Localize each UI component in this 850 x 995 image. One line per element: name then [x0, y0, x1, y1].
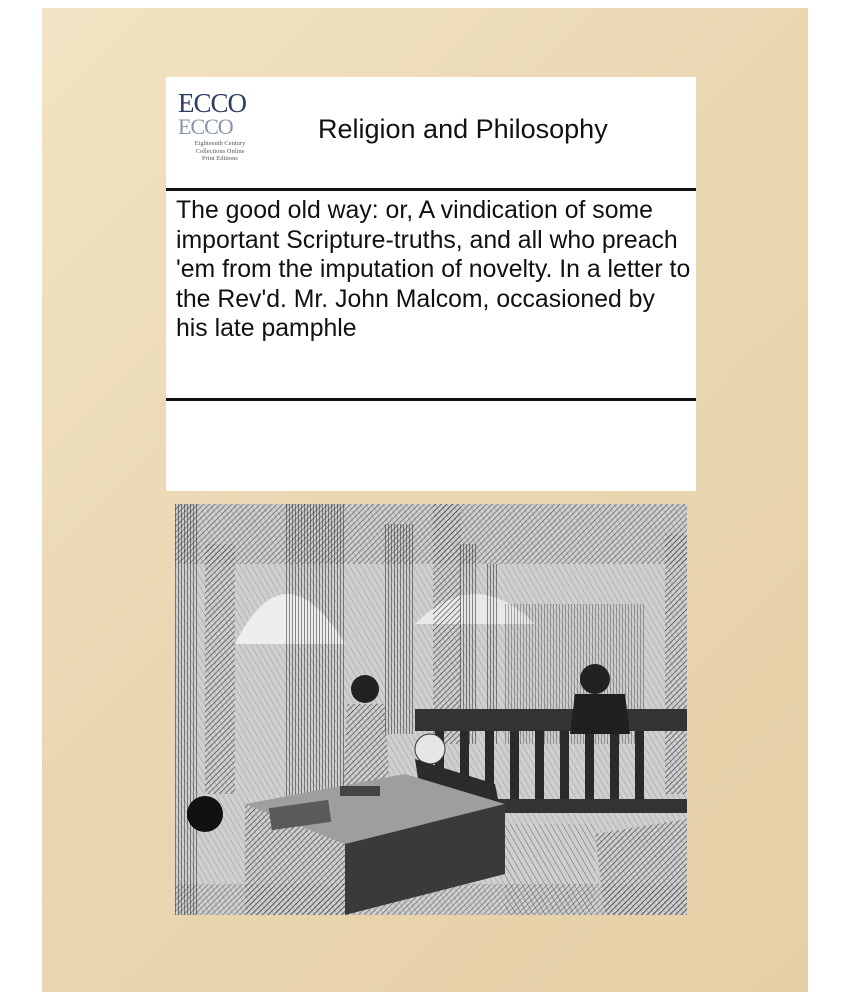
ecco-logo-mark: [178, 88, 262, 139]
book-title: The good old way: or, A vindication of some important Scripture-truths, and all who preach 'em from the imputation of novelty. In a letter to the Rev'd. Mr. John Malcom, occasioned by his late pamphle: [176, 197, 691, 342]
series-title: Religion and Philosophy: [318, 114, 608, 144]
ecco-logo-line-3: Print Editions: [202, 155, 238, 162]
library-engraving-image: [175, 504, 687, 915]
ecco-logo-line-2: Collections Online: [195, 147, 245, 155]
divider-bottom: [166, 398, 696, 401]
ecco-logo-mark-top: ECCO: [178, 88, 247, 118]
ecco-logo-line-1: Eighteenth Century: [194, 140, 246, 147]
ecco-logo: [178, 88, 262, 180]
ecco-logo-mark-reflection: ECCO: [178, 114, 233, 139]
ecco-logo-caption: [180, 140, 260, 163]
divider-top: [166, 188, 696, 191]
